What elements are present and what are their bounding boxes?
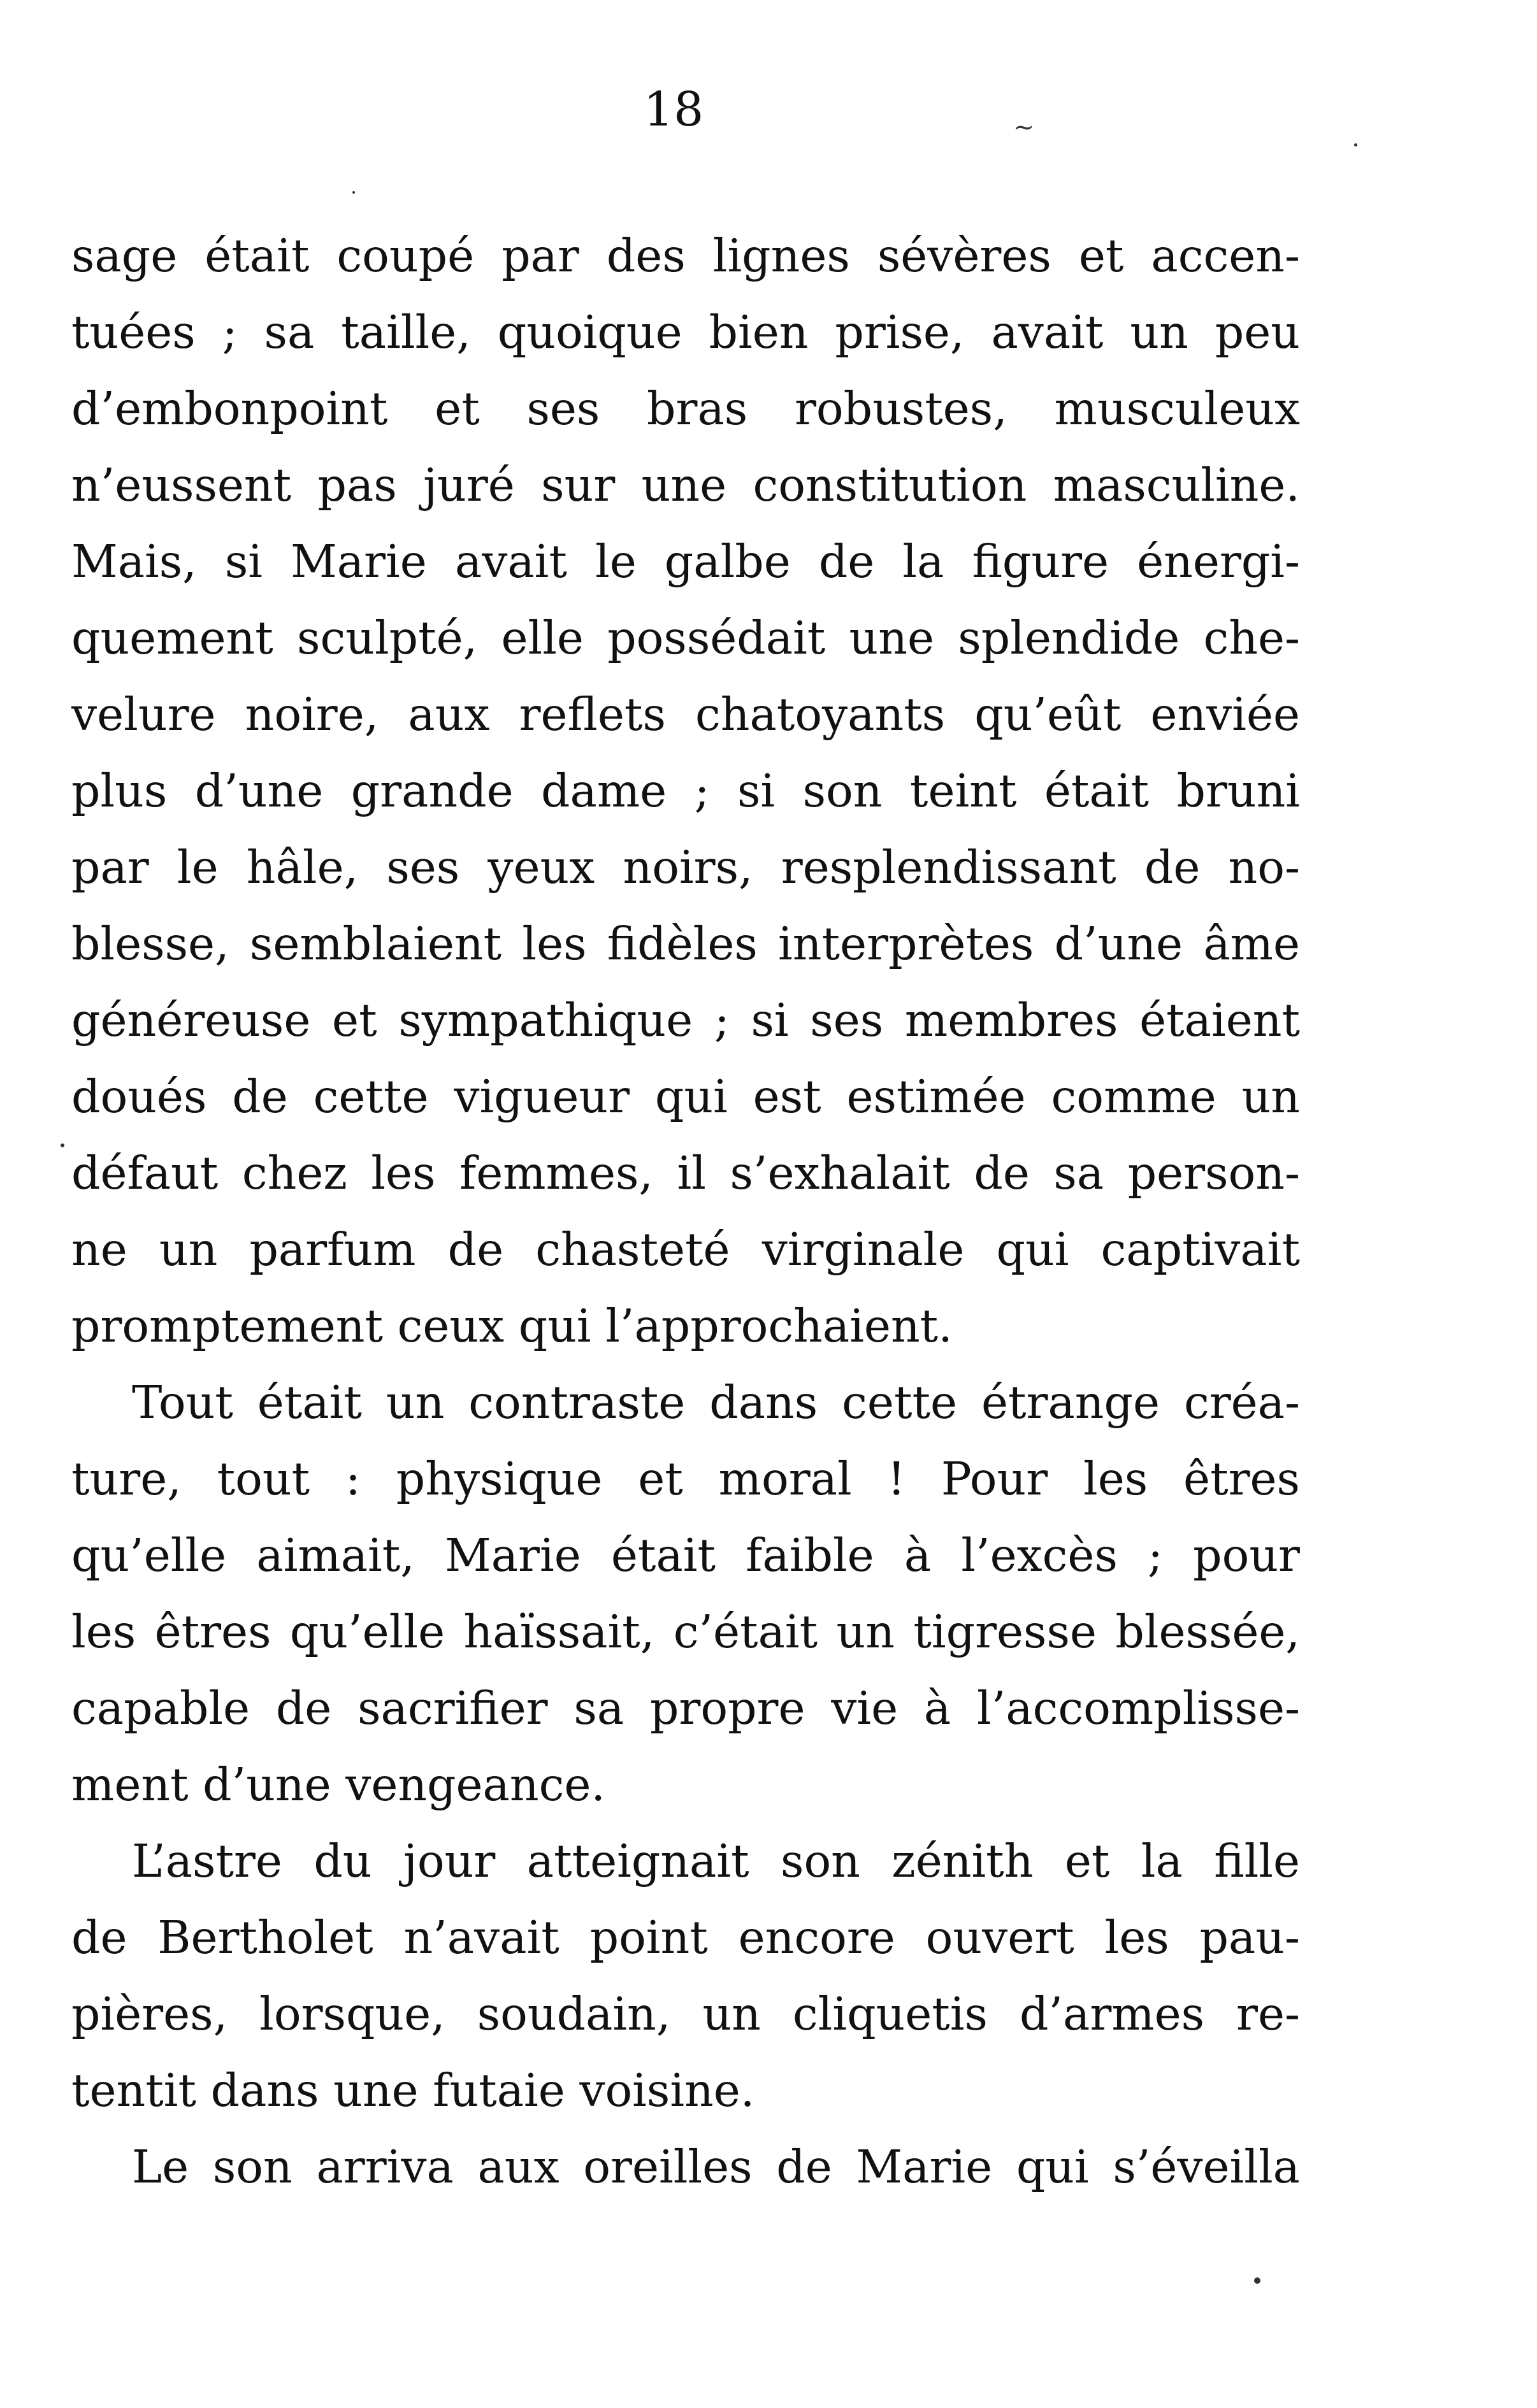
corner-mark: ~ (1013, 113, 1035, 142)
dust-speck (61, 1143, 64, 1147)
page-number: 18 (644, 82, 704, 137)
text-line: sage était coupé par des lignes sévères et accen- (71, 229, 1300, 282)
text-line: défaut chez les femmes, il s’exhalait de sa person- (71, 1147, 1300, 1200)
text-line: ne un parfum de chasteté virginale qui captivait (71, 1223, 1300, 1276)
text-line: pières, lorsque, soudain, un cliquetis d’armes re- (71, 1988, 1300, 2040)
text-line: blesse, semblaient les fidèles interprètes d’une âme (71, 917, 1300, 970)
text-line: promptement ceux qui l’approchaient. (71, 1300, 953, 1352)
text-line: capable de sacrifier sa propre vie à l’accomplisse- (71, 1682, 1300, 1735)
text-line: doués de cette vigueur qui est estimée comme un (71, 1070, 1300, 1123)
text-line: tuées ; sa taille, quoique bien prise, avait un peu (71, 306, 1300, 359)
text-line: Mais, si Marie avait le galbe de la figure énergi- (71, 535, 1300, 588)
text-line: L’astre du jour atteignait son zénith et la fille (132, 1835, 1300, 1888)
text-line: n’eussent pas juré sur une constitution masculine. (71, 459, 1300, 512)
text-line: plus d’une grande dame ; si son teint était bruni (71, 764, 1300, 817)
dust-speck (1354, 143, 1357, 147)
text-line: d’embonpoint et ses bras robustes, musculeux (71, 382, 1300, 435)
body-text (71, 218, 1300, 2205)
text-line: de Bertholet n’avait point encore ouvert les pau- (71, 1911, 1300, 1964)
text-line: tentit dans une futaie voisine. (71, 2064, 755, 2117)
text-line: Tout était un contraste dans cette étrange créa- (132, 1376, 1300, 1429)
text-line: ment d’une vengeance. (71, 1758, 605, 1811)
text-line: généreuse et sympathique ; si ses membres étaient (71, 994, 1300, 1047)
text-line: ture, tout : physique et moral ! Pour les êtres (71, 1452, 1300, 1505)
dust-speck (352, 191, 355, 194)
dust-speck (1254, 2277, 1260, 2284)
text-line: par le hâle, ses yeux noirs, resplendissant de no- (71, 841, 1300, 894)
text-line: velure noire, aux reflets chatoyants qu’eût enviée (71, 688, 1300, 741)
text-line: qu’elle aimait, Marie était faible à l’excès ; pour (71, 1529, 1300, 1582)
text-line: quement sculpté, elle possédait une splendide che- (71, 612, 1300, 664)
text-line: les êtres qu’elle haïssait, c’était un tigresse blessée, (71, 1605, 1300, 1658)
text-line: Le son arriva aux oreilles de Marie qui s’éveilla (132, 2140, 1300, 2193)
